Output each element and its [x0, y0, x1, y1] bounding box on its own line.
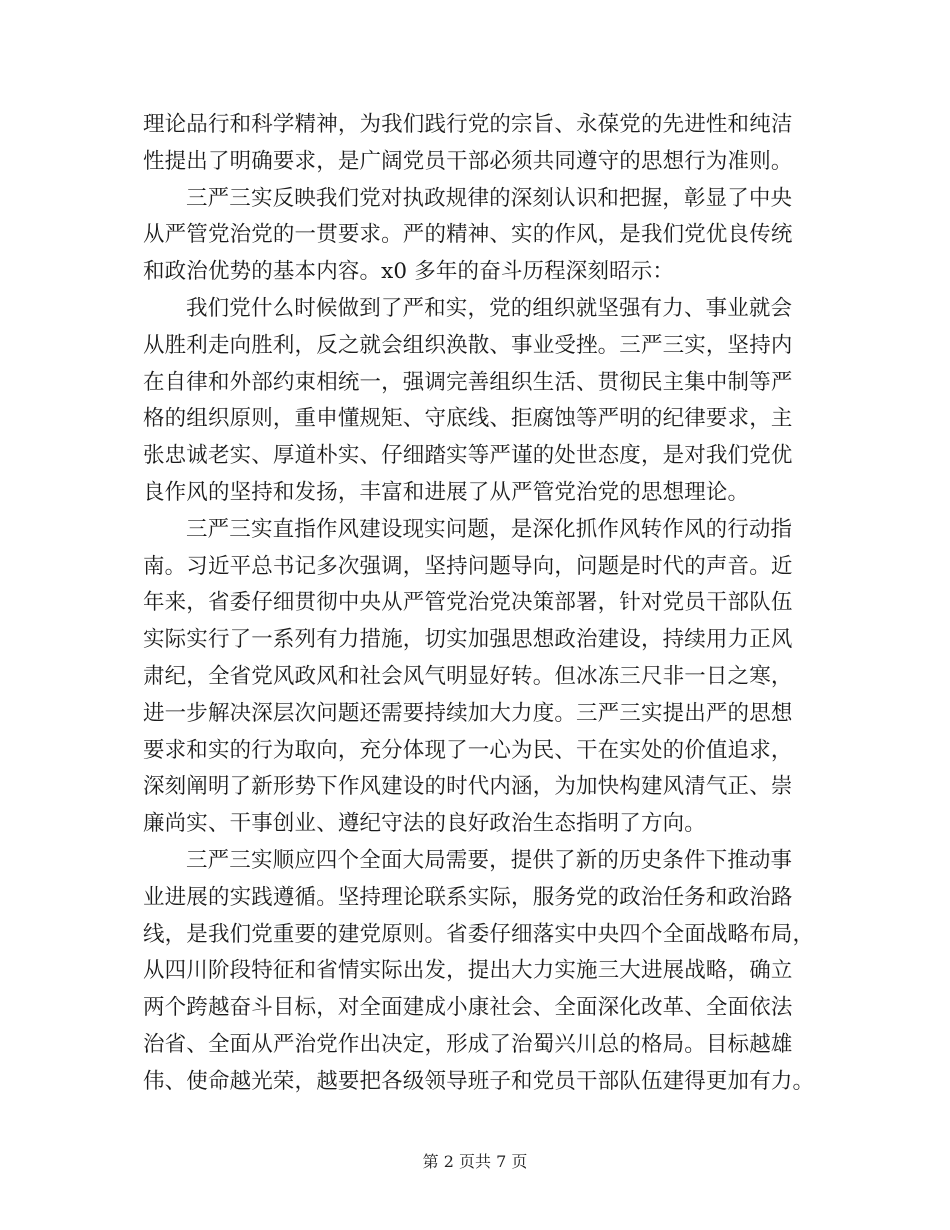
text-line: 廉尚实、干事创业、遵纪守法的良好政治生态指明了方向。	[143, 811, 706, 837]
text-line: 肃纪，全省党风政风和社会风气明显好转。但冰冻三尺非一日之寒，	[143, 663, 793, 689]
page-number-footer: 第 2 页共 7 页	[422, 1152, 528, 1171]
text-line: 理论品行和科学精神，为我们践行党的宗旨、永葆党的先进性和纯洁	[143, 112, 793, 137]
text-line: 治省、全面从严治党作出决定，形成了治蜀兴川总的格局。目标越雄	[143, 1031, 793, 1057]
document-body	[143, 107, 815, 1101]
paragraph-start-line: 三严三实顺应四个全面大局需要，提供了新的历史条件下推动事	[186, 847, 793, 873]
text-line: 和政治优势的基本内容。x0 多年的奋斗历程深刻昭示：	[143, 259, 675, 285]
paragraph-start-line: 三严三实反映我们党对执政规律的深刻认识和把握，彰显了中央	[186, 185, 793, 211]
text-line: 张忠诚老实、厚道朴实、仔细踏实等严谨的处世态度，是对我们党优	[143, 443, 793, 469]
paragraph-start-line: 三严三实直指作风建设现实问题，是深化抓作风转作风的行动指	[186, 516, 793, 542]
text-line: 年来，省委仔细贯彻中央从严管党治党决策部署，针对党员干部队伍	[143, 590, 793, 616]
text-line: 性提出了明确要求，是广阔党员干部必须共同遵守的思想行为准则。	[143, 148, 793, 174]
text-line: 格的组织原则，重申懂规矩、守底线、拒腐蚀等严明的纪律要求，主	[143, 406, 793, 432]
text-line: 从四川阶段特征和省情实际出发，提出大力实施三大进展战略，确立	[143, 958, 793, 984]
text-line: 要求和实的行为取向，充分体现了一心为民、干在实处的价值追求，	[143, 737, 793, 763]
text-line: 实际实行了一系列有力措施，切实加强思想政治建设，持续用力正风	[143, 627, 793, 653]
text-line: 进一步解决深层次问题还需要持续加大力度。三严三实提出严的思想	[143, 700, 793, 726]
text-line: 线，是我们党重要的建党原则。省委仔细落实中央四个全面战略布局，	[143, 921, 815, 947]
text-line: 从严管党治党的一贯要求。严的精神、实的作风，是我们党优良传统	[143, 222, 793, 248]
text-line: 两个跨越奋斗目标，对全面建成小康社会、全面深化改革、全面依法	[143, 995, 793, 1021]
paragraph-start-line: 我们党什么时候做到了严和实，党的组织就坚强有力、事业就会	[186, 295, 793, 321]
text-line: 良作风的坚持和发扬，丰富和进展了从严管党治党的思想理论。	[143, 479, 750, 505]
text-line: 从胜利走向胜利，反之就会组织涣散、事业受挫。三严三实，坚持内	[143, 332, 793, 358]
text-line: 伟、使命越光荣，越要把各级领导班子和党员干部队伍建得更加有力。	[143, 1068, 815, 1094]
text-line: 业进展的实践遵循。坚持理论联系实际，服务党的政治任务和政治路	[143, 884, 793, 910]
text-line: 南。习近平总书记多次强调，坚持问题导向，问题是时代的声音。近	[143, 553, 793, 579]
text-line: 深刻阐明了新形势下作风建设的时代内涵，为加快构建风清气正、崇	[143, 774, 793, 800]
text-line: 在自律和外部约束相统一，强调完善组织生活、贯彻民主集中制等严	[143, 369, 793, 395]
